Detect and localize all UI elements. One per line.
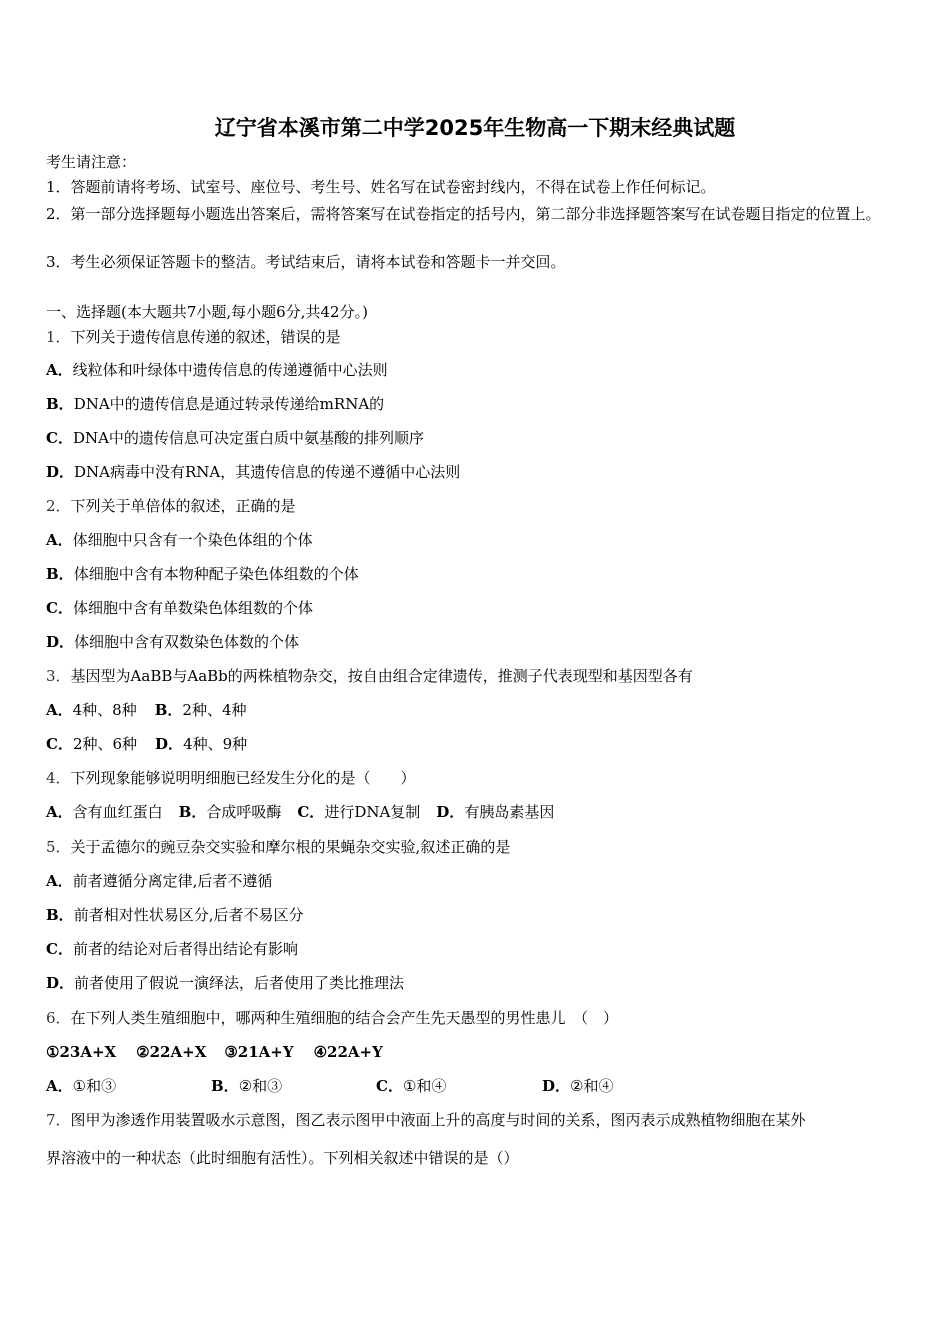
question-stem: 下列现象能够说明明细胞已经发生分化的是（ ） xyxy=(70,769,416,787)
q1-option-b: B．DNA中的遗传信息是通过转录传递给mRNA的 xyxy=(46,395,385,413)
q2-option-d: D．体细胞中含有双数染色体数的个体 xyxy=(46,633,300,651)
question-6 xyxy=(46,1008,618,1028)
q5-option-d: D．前者使用了假说一演绎法，后者使用了类比推理法 xyxy=(46,974,405,992)
question-stem: 下列关于单倍体的叙述，正确的是 xyxy=(70,497,296,515)
q1-option-c: C．DNA中的遗传信息可决定蛋白质中氨基酸的排列顺序 xyxy=(46,429,424,447)
question-4 xyxy=(46,768,416,788)
question-number: 2． xyxy=(46,497,71,515)
notice-heading: 考生请注意： xyxy=(46,153,137,171)
question-stem: 关于孟德尔的豌豆杂交实验和摩尔根的果蝇杂交实验,叙述正确的是 xyxy=(70,838,511,856)
notice-item-1: 1．答题前请将考场、试室号、座位号、考生号、姓名写在试卷密封线内，不得在试卷上作任何标记。 xyxy=(46,178,716,196)
question-1 xyxy=(46,327,341,347)
question-7-continued: 界溶液中的一种状态（此时细胞有活性）。下列相关叙述中错误的是（） xyxy=(46,1149,519,1167)
question-number: 3． xyxy=(46,667,71,685)
question-number: 5． xyxy=(46,838,71,856)
question-stem: 在下列人类生殖细胞中，哪两种生殖细胞的结合会产生先天愚型的男性患儿 （ ） xyxy=(70,1009,619,1027)
notice-item-2: 2．第一部分选择题每小题选出答案后，需将答案写在试卷指定的括号内，第二部分非选择题答案写在试卷题目指定的位置上。 xyxy=(46,205,881,223)
exam-page: 辽宁省本溪市第二中学2025年生物高一下期末经典试题 考生请注意： 1．答题前请将考场、试室号、座位号、考生号、姓名写在试卷密封线内，不得在试卷上作任何标记。 2．第一部分选择题每小题选出答案后，需将答案写在试卷指定的括号内，第二部分非选择题答案写在试卷题目指定的位置上。 3．考生必须保证答题卡的整洁。考试结束后，请将本试卷和答题卡一并交回。 一、选择题(本大题共7小题,每小题6分,共42分。) 1．下列关于遗传信息传递的叙述，错误的是 A．线粒体和叶绿体中遗传信息的传递遵循中心法则 B．DNA中的遗传信息是通过转录传递给mRNA的 C．DNA中的遗传信息可决定蛋白质中氨基酸的排列顺序 D．DNA病毒中没有RNA，其遗传信息的传递不遵循中心法则 2．下列关于单倍体的叙述，正确的是 A．体细胞中只含有一个染色体组的个体 B．体细胞中含有本物种配子染色体组数的个体 C．体细胞中含有单数染色体组数的个体 D．体细胞中含有双数染色体数的个体 3．基因型为AaBB与AaBb的两株植物杂交，按自由组合定律遗传，推测子代表现型和基因型各有 A．4种、8种 B．2种、4种 C．2种、6种 D．4种、9种 4．下列现象能够说明明细胞已经发生分化的是（ ） A．含有血红蛋白 B．合成呼吸酶 C．进行DNA复制 D．有胰岛素基因 5．关于孟德尔的豌豆杂交实验和摩尔根的果蝇杂交实验,叙述正确的是 A．前者遵循分离定律,后者不遵循 B．前者相对性状易区分,后者不易区分 C．前者的结论对后者得出结论有影响 D．前者使用了假说一演绎法，后者使用了类比推理法 6．在下列人类生殖细胞中，哪两种生殖细胞的结合会产生先天愚型的男性患儿 （ ） ①23A+X ②22A+X ③21A+Y ④22A+Y A．①和③ B．②和③ C．①和④ D．②和④ 7．图甲为渗透作用装置吸水示意图，图乙表示图甲中液面上升的高度与时间的关系，图丙表示成熟植物细胞在某外 界溶液中的一种状态（此时细胞有活性）。下列相关叙述中错误的是（） xyxy=(0,0,950,1344)
question-number: 4． xyxy=(46,769,71,787)
q4-options-row: A．含有血红蛋白 B．合成呼吸酶 C．进行DNA复制 D．有胰岛素基因 xyxy=(46,803,555,821)
q3-options-row-1: A．4种、8种 B．2种、4种 xyxy=(46,701,247,719)
question-number: 1． xyxy=(46,328,71,346)
question-3 xyxy=(46,666,693,686)
section-heading: 一、选择题(本大题共7小题,每小题6分,共42分。) xyxy=(46,303,368,321)
q3-options-row-2: C．2种、6种 D．4种、9种 xyxy=(46,735,248,753)
q2-option-b: B．体细胞中含有本物种配子染色体组数的个体 xyxy=(46,565,359,583)
question-stem: 下列关于遗传信息传递的叙述，错误的是 xyxy=(70,328,341,346)
question-2 xyxy=(46,496,296,516)
q1-option-a: A．线粒体和叶绿体中遗传信息的传递遵循中心法则 xyxy=(46,361,388,379)
q5-option-a: A．前者遵循分离定律,后者不遵循 xyxy=(46,872,273,890)
question-5 xyxy=(46,837,510,857)
question-number: 7． xyxy=(46,1111,71,1129)
q2-option-a: A．体细胞中只含有一个染色体组的个体 xyxy=(46,531,313,549)
q5-option-c: C．前者的结论对后者得出结论有影响 xyxy=(46,940,298,958)
question-stem: 图甲为渗透作用装置吸水示意图，图乙表示图甲中液面上升的高度与时间的关系，图丙表示成熟植物细胞在某外 xyxy=(70,1111,806,1129)
q6-cell-choices: ①23A+X ②22A+X ③21A+Y ④22A+Y xyxy=(46,1043,383,1061)
q2-option-c: C．体细胞中含有单数染色体组数的个体 xyxy=(46,599,313,617)
q5-option-b: B．前者相对性状易区分,后者不易区分 xyxy=(46,906,304,924)
notice-item-3: 3．考生必须保证答题卡的整洁。考试结束后，请将本试卷和答题卡一并交回。 xyxy=(46,253,566,271)
q1-option-d: D．DNA病毒中没有RNA，其遗传信息的传递不遵循中心法则 xyxy=(46,463,461,481)
question-number: 6． xyxy=(46,1009,71,1027)
question-7 xyxy=(46,1110,806,1130)
question-stem: 基因型为AaBB与AaBb的两株植物杂交，按自由组合定律遗传，推测子代表现型和基因型各有 xyxy=(70,667,693,685)
page-title: 辽宁省本溪市第二中学2025年生物高一下期末经典试题 xyxy=(214,116,736,140)
